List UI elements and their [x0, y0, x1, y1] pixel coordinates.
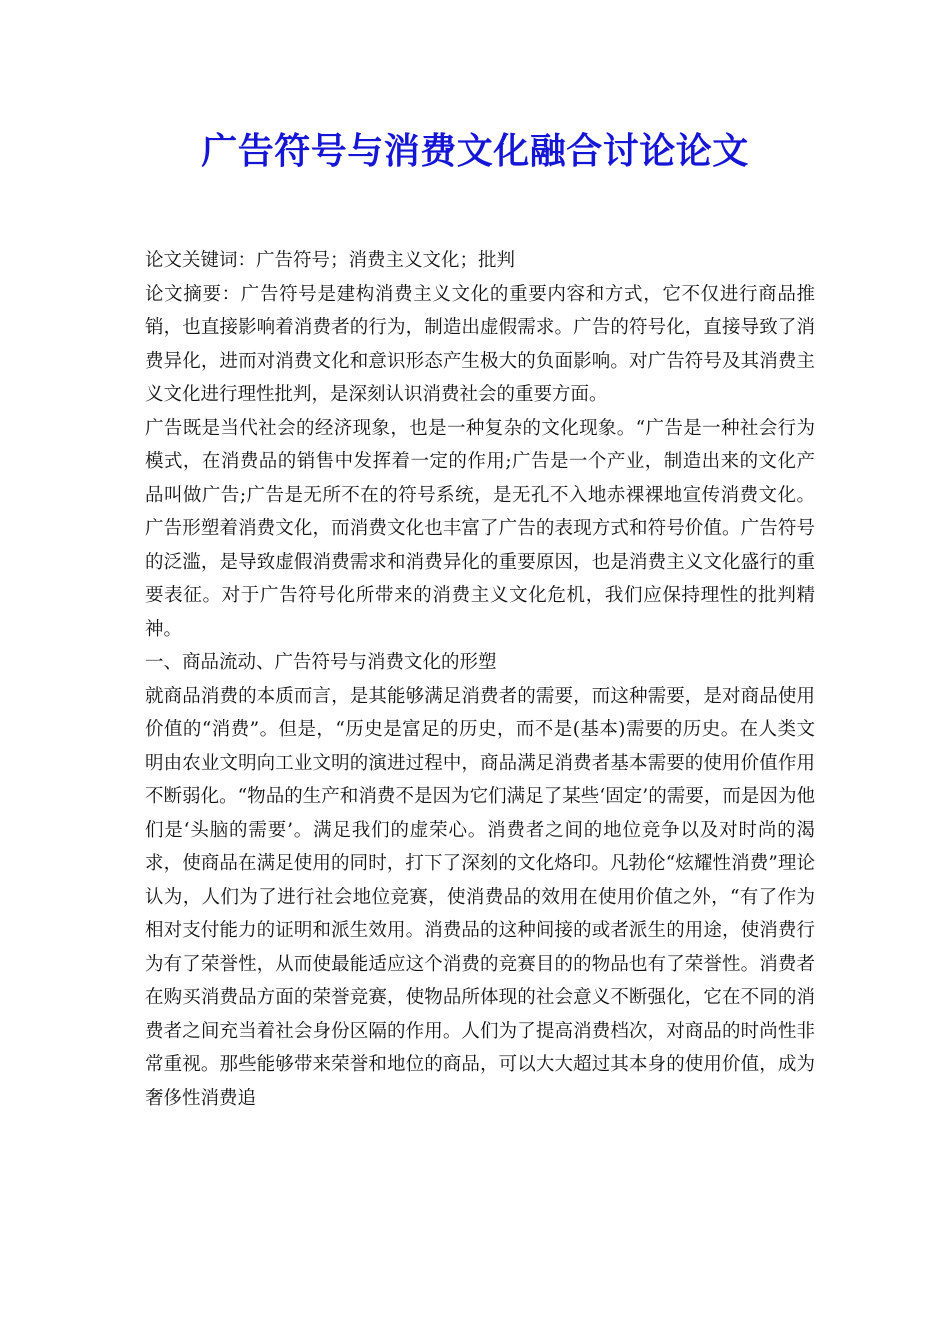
document-body — [145, 244, 815, 1115]
section-paragraph: 就商品消费的本质而言，是其能够满足消费者的需要，而这种需要，是对商品使用价值的“消费”。但是，“历史是富足的历史，而不是(基本)需要的历史。在人类文明由农业文明向工业文明的演进过程中，商品满足消费者基本需要的使用价值作用不断弱化。“物品的生产和消费不是因为它们满足了某些‘固定’的需要，而是因为他们是‘头脑的需要’。满足我们的虚荣心。消费者之间的地位竞争以及对时尚的渴求，使商品在满足使用的同时，打下了深刻的文化烙印。凡勃伦“炫耀性消费”理论认为，人们为了进行社会地位竞赛，使消费品的效用在使用价值之外，“有了作为相对支付能力的证明和派生效用。消费品的这种间接的或者派生的用途，使消费行为有了荣誉性，从而使最能适应这个消费的竞赛目的的物品也有了荣誉性。消费者在购买消费品方面的荣誉竞赛，使物品所体现的社会意义不断强化，它在不同的消费者之间充当着社会身份区隔的作用。人们为了提高消费档次，对商品的时尚性非常重视。那些能够带来荣誉和地位的商品，可以大大超过其本身的使用价值，成为奢侈性消费追 — [145, 685, 815, 1109]
abstract-paragraph: 论文摘要：广告符号是建构消费主义文化的重要内容和方式，它不仅进行商品推销，也直接影响着消费者的行为，制造出虚假需求。广告的符号化，直接导致了消费异化，进而对消费文化和意识形态产生极大的负面影响。对广告符号及其消费主义文化进行理性批判，是深刻认识消费社会的重要方面。 — [145, 283, 815, 405]
intro-paragraph: 广告既是当代社会的经济现象，也是一种复杂的文化现象。“广告是一种社会行为模式，在消费品的销售中发挥着一定的作用;广告是一个产业，制造出来的文化产品叫做广告;广告是无所不在的符号系统，是无孔不入地赤裸裸地宣传消费文化。广告形塑着消费文化，而消费文化也丰富了广告的表现方式和符号价值。广告符号的泛滥，是导致虚假消费需求和消费异化的重要原因，也是消费主义文化盛行的重要表征。对于广告符号化所带来的消费主义文化危机，我们应保持理性的批判精神。 — [145, 417, 815, 640]
document-title: 广告符号与消费文化融合讨论论文 — [201, 131, 749, 172]
keywords-paragraph: 论文关键词：广告符号；消费主义文化；批判 — [145, 250, 516, 271]
section-heading: 一、商品流动、广告符号与消费文化的形塑 — [145, 652, 497, 673]
